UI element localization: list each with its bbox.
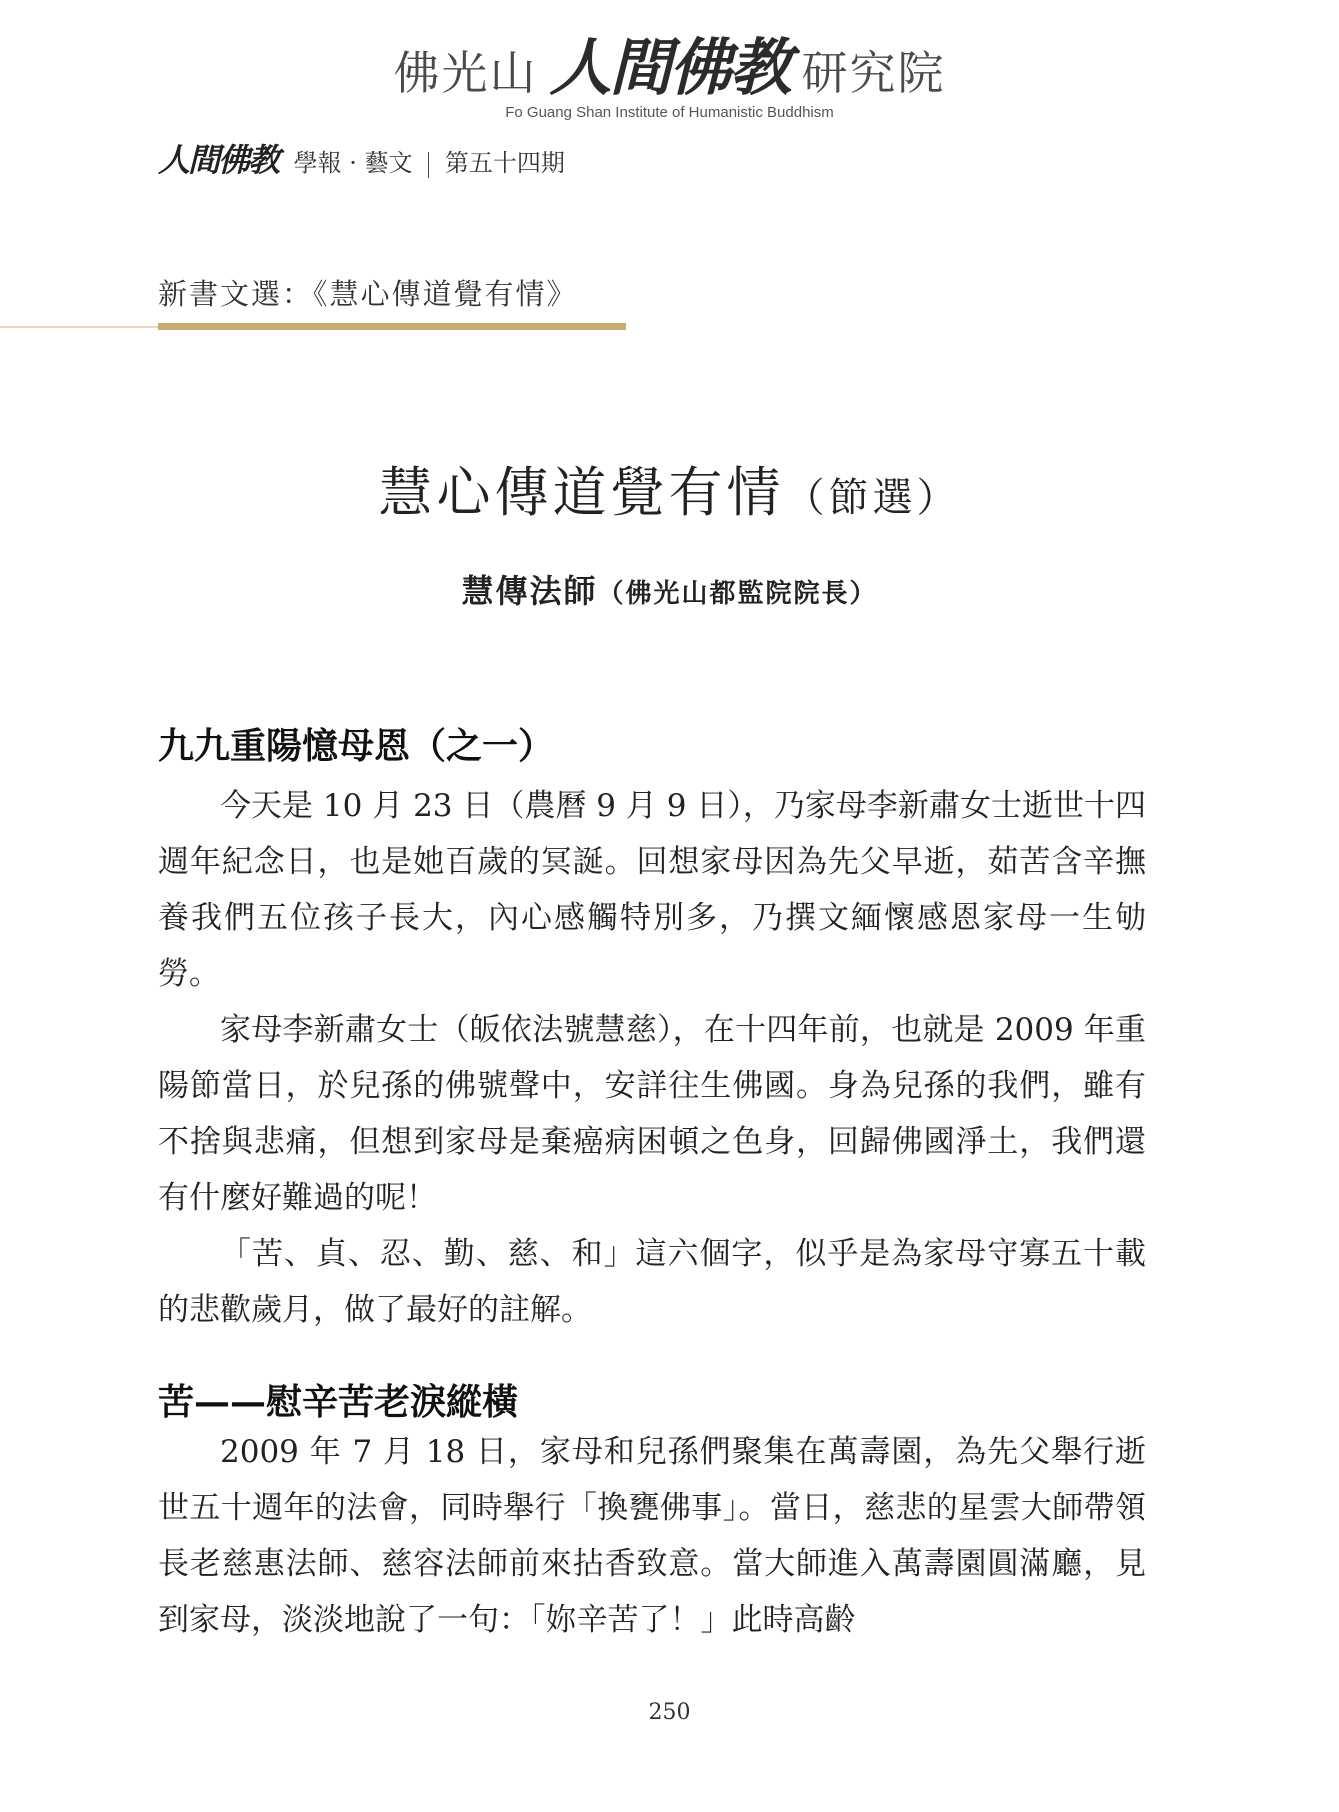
section-title: 新書文選：《慧心傳道覺有情》 xyxy=(158,277,578,311)
author-name: 慧傳法師 xyxy=(461,572,598,610)
paragraph-4: 2009 年 7 月 18 日，家母和兒孫們聚集在萬壽園，為先父舉行逝世五十週年的法會，同時舉行「換甕佛事」。當日，慈悲的星雲大師帶領長老慈惠法師、慈容法師前來拈香致意。當大師進入萬壽園圓滿廳，見到家母，淡淡地說了一句：「妳辛苦了！」此時高齡 xyxy=(158,1434,1146,1638)
article-author xyxy=(0,566,1339,612)
article-title-text: 慧心傳道覺有情 xyxy=(378,461,785,524)
author-affiliation: （佛光山都監院院長） xyxy=(597,579,878,609)
article-title-note: （節選） xyxy=(784,475,961,521)
paragraph-1: 今天是 10 月 23 日（農曆 9 月 9 日），乃家母李新肅女士逝世十四週年紀念日，也是她百歲的冥誕。回想家母因為先父早逝，茹苦含辛撫養我們五位孩子長大，內心感觸特別多，乃撰文緬懷感恩家母一生劬勞。 xyxy=(158,788,1146,992)
institute-prefix: 佛光山 xyxy=(393,46,538,100)
journal-divider xyxy=(428,152,429,178)
page-number: 250 xyxy=(648,1700,691,1725)
section-rule-thin xyxy=(0,326,160,328)
institute-english-name: Fo Guang Shan Institute of Humanistic Buddhism xyxy=(505,104,834,121)
institute-name xyxy=(0,31,1339,104)
paragraph-3: 「苦、貞、忍、勤、慈、和」這六個字，似乎是為家母守寡五十載的悲歡歲月，做了最好的註解。 xyxy=(158,1236,1146,1328)
heading-1: 九九重陽憶母恩（之一） xyxy=(158,725,555,767)
journal-brand-logo: 人間佛教 xyxy=(158,141,279,179)
section-rule xyxy=(158,323,626,330)
heading-2: 苦——慰辛苦老淚縱橫 xyxy=(158,1381,519,1423)
institute-suffix: 研究院 xyxy=(801,46,946,100)
journal-header xyxy=(158,140,565,183)
institute-brand-logo: 人間佛教 xyxy=(549,31,790,104)
article-title xyxy=(0,450,1339,527)
journal-name: 學報 · 藝文 xyxy=(293,149,413,177)
paragraph-2: 家母李新肅女士（皈依法號慧慈），在十四年前，也就是 2009 年重陽節當日，於兒孫的佛號聲中，安詳往生佛國。身為兒孫的我們，雖有不捨與悲痛，但想到家母是棄癌病困頓之色身，回歸佛國淨土，我們還有什麼好難過的呢！ xyxy=(158,1012,1146,1216)
journal-issue: 第五十四期 xyxy=(444,149,565,177)
